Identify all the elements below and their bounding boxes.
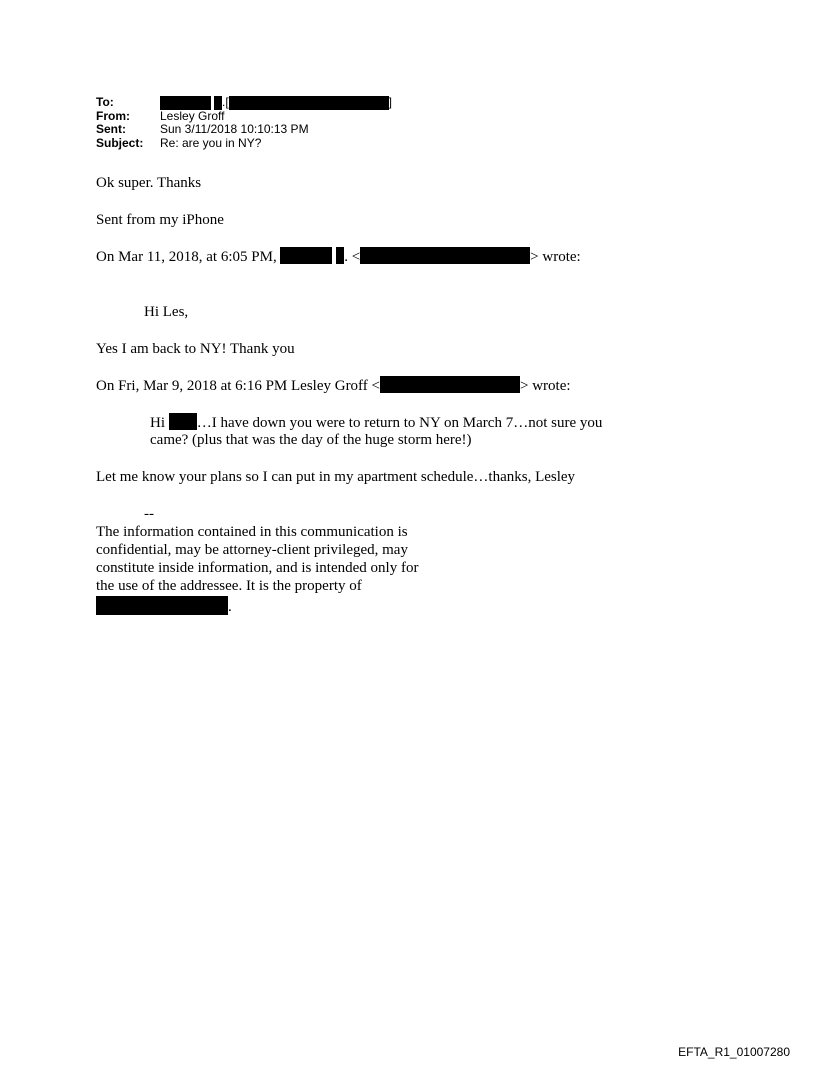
redaction-box xyxy=(214,96,222,110)
quote1-line xyxy=(96,247,581,266)
disclaimer-line-1: The information contained in this communication is xyxy=(96,524,408,540)
greeting: Hi Les, xyxy=(144,304,189,320)
quote1-suffix: > wrote: xyxy=(530,249,581,265)
disclaimer-line-5 xyxy=(96,596,232,616)
from-row xyxy=(96,110,392,124)
quote2-prefix: On Fri, Mar 9, 2018 at 6:16 PM Lesley Groff < xyxy=(96,378,380,394)
subject-value: Re: are you in NY? xyxy=(160,135,262,150)
message-line-1-rest: …I have down you were to return to NY on March 7…not sure you xyxy=(196,415,603,431)
to-label: To: xyxy=(96,95,114,109)
subject-label: Subject: xyxy=(96,135,144,150)
quote2-suffix: > wrote: xyxy=(520,378,571,394)
disclaimer-line-2: confidential, may be attorney-client privileged, may xyxy=(96,542,408,558)
sent-label: Sent: xyxy=(96,122,126,136)
redaction-box xyxy=(96,596,228,615)
quote2-line xyxy=(96,376,571,395)
message-line-2: came? (plus that was the day of the huge storm here!) xyxy=(150,432,472,448)
to-close: ] xyxy=(388,95,393,109)
sent-value: Sun 3/11/2018 10:10:13 PM xyxy=(160,122,309,136)
quote1-prefix: On Mar 11, 2018, at 6:05 PM, xyxy=(96,249,277,265)
to-row xyxy=(96,96,392,110)
document-id: EFTA_R1_01007280 xyxy=(678,1045,790,1059)
to-separator: .[ xyxy=(222,95,229,109)
redaction-box xyxy=(360,247,530,264)
message-hi: Hi xyxy=(150,415,165,431)
email-header xyxy=(96,96,392,150)
disclaimer-end: . xyxy=(228,599,232,615)
redaction-box xyxy=(229,96,389,110)
from-label: From: xyxy=(96,108,130,123)
quote1-separator: . < xyxy=(344,249,361,265)
reply-line: Yes I am back to NY! Thank you xyxy=(96,341,295,357)
body-line-sent-from: Sent from my iPhone xyxy=(96,212,224,228)
redaction-box xyxy=(380,376,520,393)
signature-dash: -- xyxy=(144,506,154,522)
disclaimer-line-3: constitute inside information, and is intended only for xyxy=(96,560,419,576)
redaction-box xyxy=(336,247,344,264)
body-line-ok: Ok super. Thanks xyxy=(96,175,202,191)
from-value: Lesley Groff xyxy=(160,108,225,123)
sent-row xyxy=(96,123,392,137)
redaction-box xyxy=(280,247,332,264)
redaction-box xyxy=(160,96,211,110)
message-line-1 xyxy=(150,413,602,432)
disclaimer-line-4: the use of the addressee. It is the property of xyxy=(96,578,362,594)
message-line-3: Let me know your plans so I can put in my apartment schedule…thanks, Lesley xyxy=(96,469,576,485)
redaction-box xyxy=(169,413,197,430)
subject-row xyxy=(96,137,392,151)
